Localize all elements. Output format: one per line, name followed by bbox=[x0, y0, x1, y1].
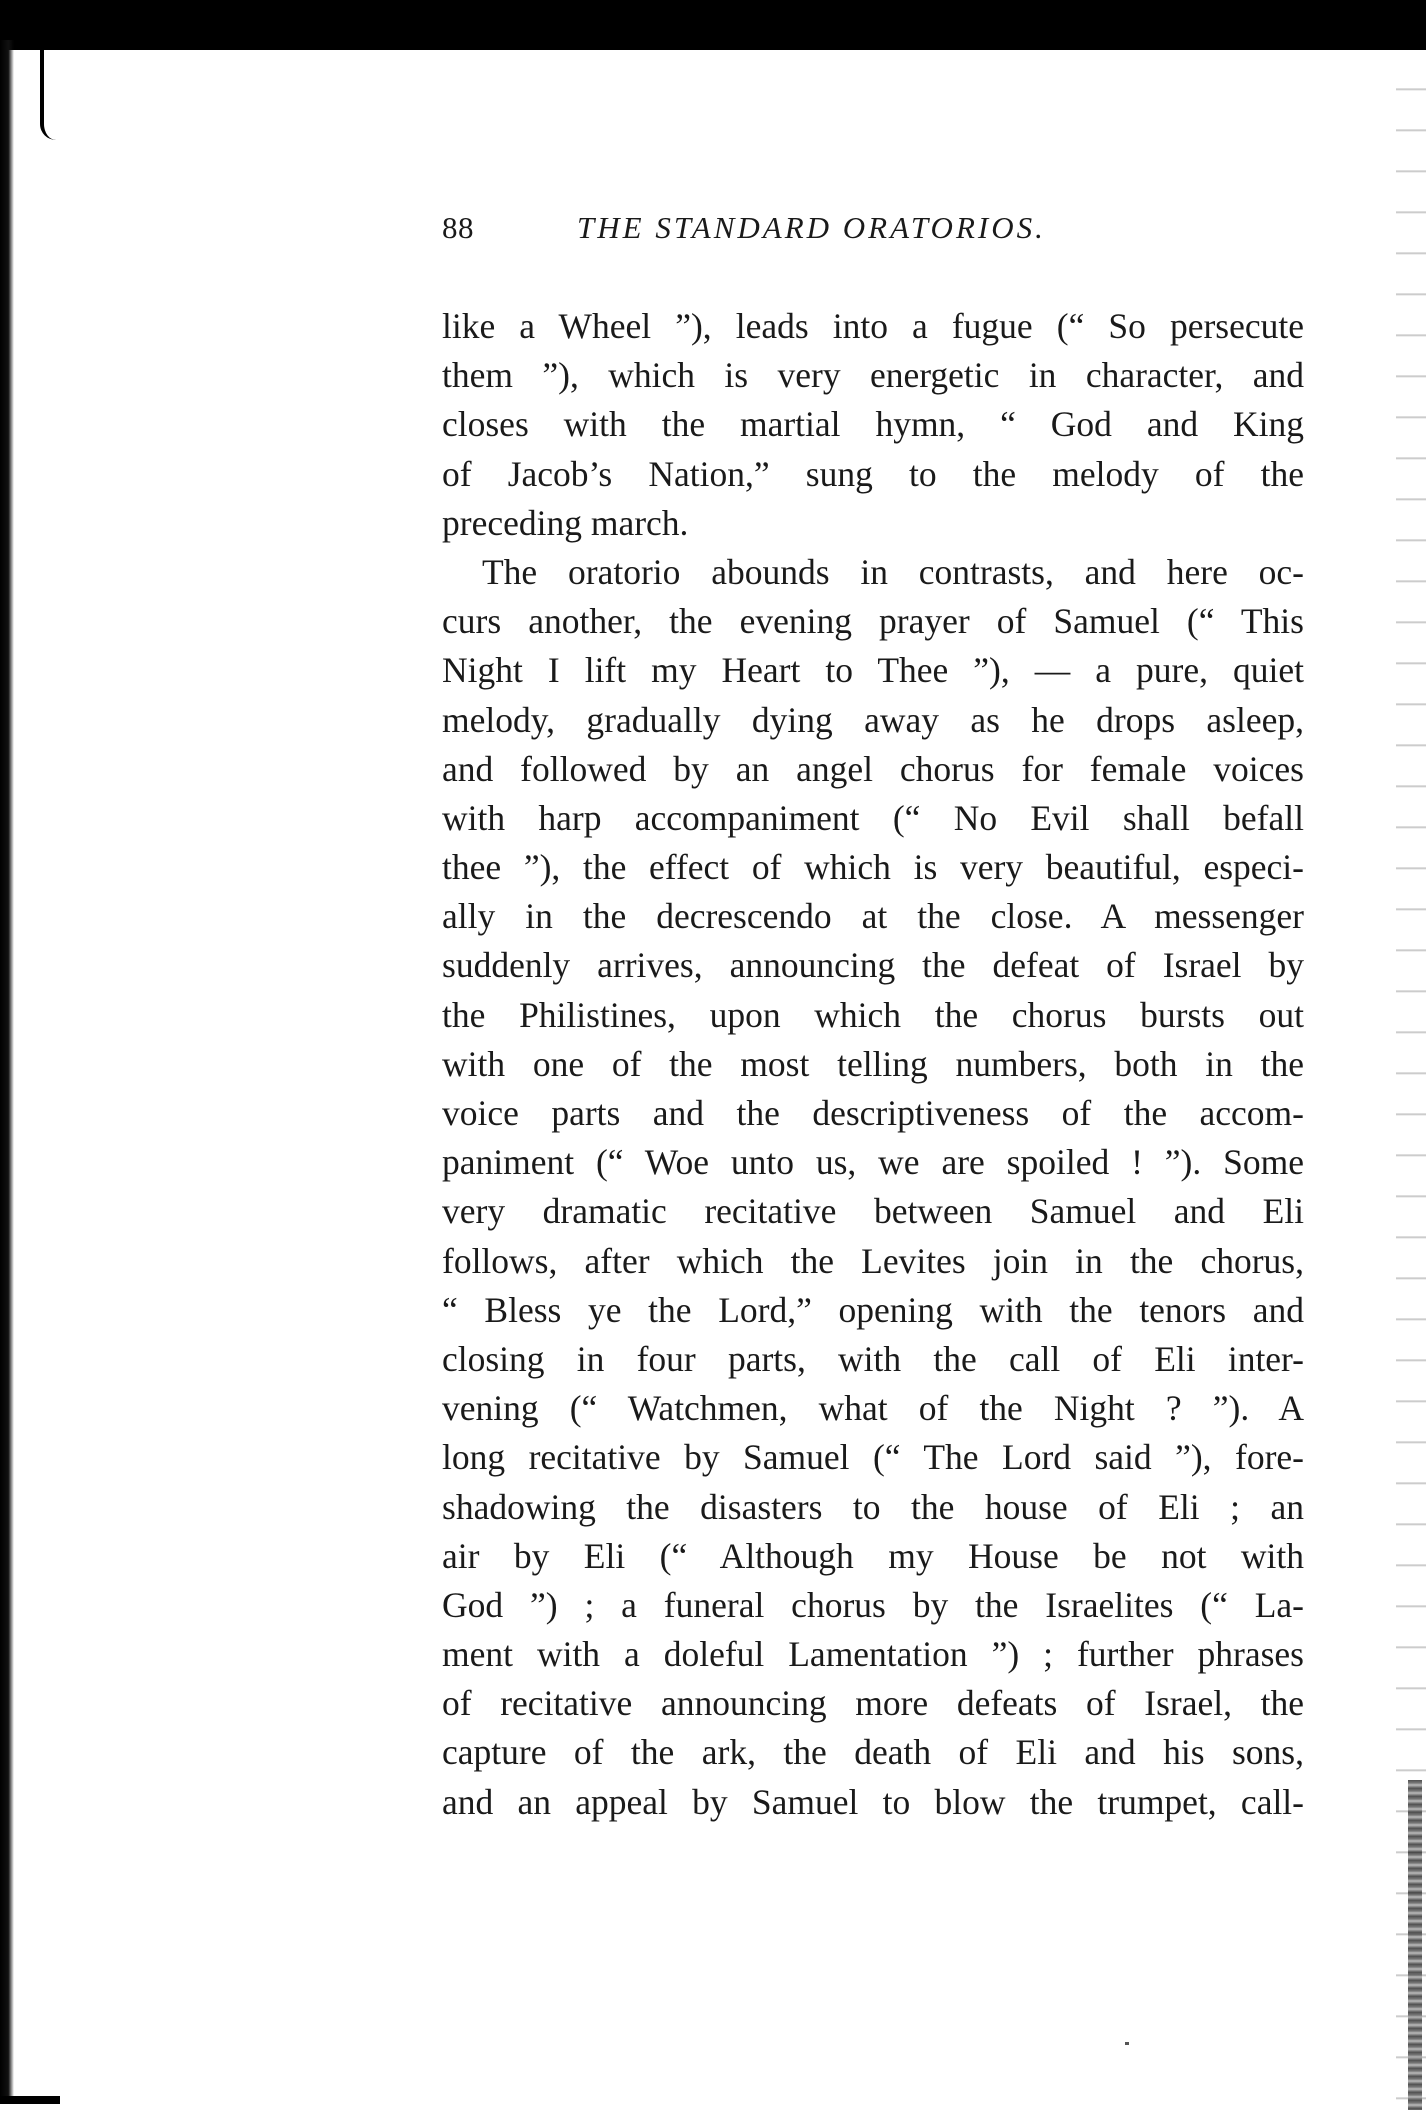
scan-page-curl bbox=[40, 50, 56, 140]
scan-right-spine bbox=[1408, 1780, 1422, 2110]
text-line: melody, gradually dying away as he drops asleep, bbox=[442, 699, 1304, 740]
text-line: and an appeal by Samuel to blow the trumpet, call- bbox=[442, 1781, 1304, 1822]
text-line: shadowing the disasters to the house of Eli ; an bbox=[442, 1486, 1304, 1527]
text-line: The oratorio abounds in contrasts, and here oc- bbox=[482, 551, 1304, 592]
text-line: very dramatic recitative between Samuel and Eli bbox=[442, 1191, 1304, 1232]
text-line: ally in the decrescendo at the close. A messenger bbox=[442, 896, 1304, 937]
running-title: THE STANDARD ORATORIOS. bbox=[577, 210, 1046, 245]
text-line: with harp accompaniment (“ No Evil shall befall bbox=[442, 797, 1304, 838]
text-line: thee ”), the effect of which is very beautiful, especi- bbox=[442, 847, 1304, 888]
text-line: closing in four parts, with the call of Eli inter- bbox=[442, 1338, 1304, 1379]
text-line: capture of the ark, the death of Eli and his sons, bbox=[442, 1732, 1304, 1773]
text-line: of Jacob’s Nation,” sung to the melody of the bbox=[442, 453, 1304, 494]
page-number: 88 bbox=[442, 210, 474, 245]
text-line: of recitative announcing more defeats of Israel, the bbox=[442, 1683, 1304, 1724]
scan-bottom-corner bbox=[0, 2096, 60, 2104]
book-page bbox=[442, 210, 1304, 1827]
body-text bbox=[442, 302, 1304, 1827]
running-head bbox=[442, 210, 1304, 260]
text-line: “ Bless ye the Lord,” opening with the tenors and bbox=[442, 1289, 1304, 1330]
text-line: follows, after which the Levites join in the chorus, bbox=[442, 1240, 1304, 1281]
text-line: like a Wheel ”), leads into a fugue (“ So persecute bbox=[442, 306, 1304, 346]
text-line: the Philistines, upon which the chorus bursts out bbox=[442, 994, 1304, 1035]
text-line: closes with the martial hymn, “ God and King bbox=[442, 404, 1304, 445]
paragraph bbox=[442, 302, 1304, 548]
scan-top-border bbox=[0, 0, 1426, 50]
scan-speck bbox=[1125, 2042, 1129, 2045]
text-line: long recitative by Samuel (“ The Lord said ”), fore- bbox=[442, 1437, 1304, 1478]
text-line: vening (“ Watchmen, what of the Night ? ”). A bbox=[442, 1388, 1304, 1429]
text-line: voice parts and the descriptiveness of the accom- bbox=[442, 1093, 1304, 1133]
text-line: them ”), which is very energetic in character, and bbox=[442, 355, 1304, 396]
scan-left-border bbox=[0, 40, 14, 2100]
text-line: Night I lift my Heart to Thee ”), — a pure, quiet bbox=[442, 650, 1304, 691]
text-line: paniment (“ Woe unto us, we are spoiled ! ”). Some bbox=[442, 1142, 1304, 1183]
text-line: curs another, the evening prayer of Samuel (“ This bbox=[442, 601, 1304, 642]
paragraph bbox=[442, 548, 1304, 1827]
text-line: with one of the most telling numbers, both in the bbox=[442, 1043, 1304, 1084]
text-line: and followed by an angel chorus for female voices bbox=[442, 748, 1304, 789]
text-line: ment with a doleful Lamentation ”) ; further phrases bbox=[442, 1634, 1304, 1675]
text-line: air by Eli (“ Although my House be not with bbox=[442, 1535, 1304, 1576]
text-line: God ”) ; a funeral chorus by the Israelites (“ La- bbox=[442, 1584, 1304, 1625]
text-line: preceding march. bbox=[442, 502, 689, 543]
text-line: suddenly arrives, announcing the defeat of Israel by bbox=[442, 945, 1304, 986]
